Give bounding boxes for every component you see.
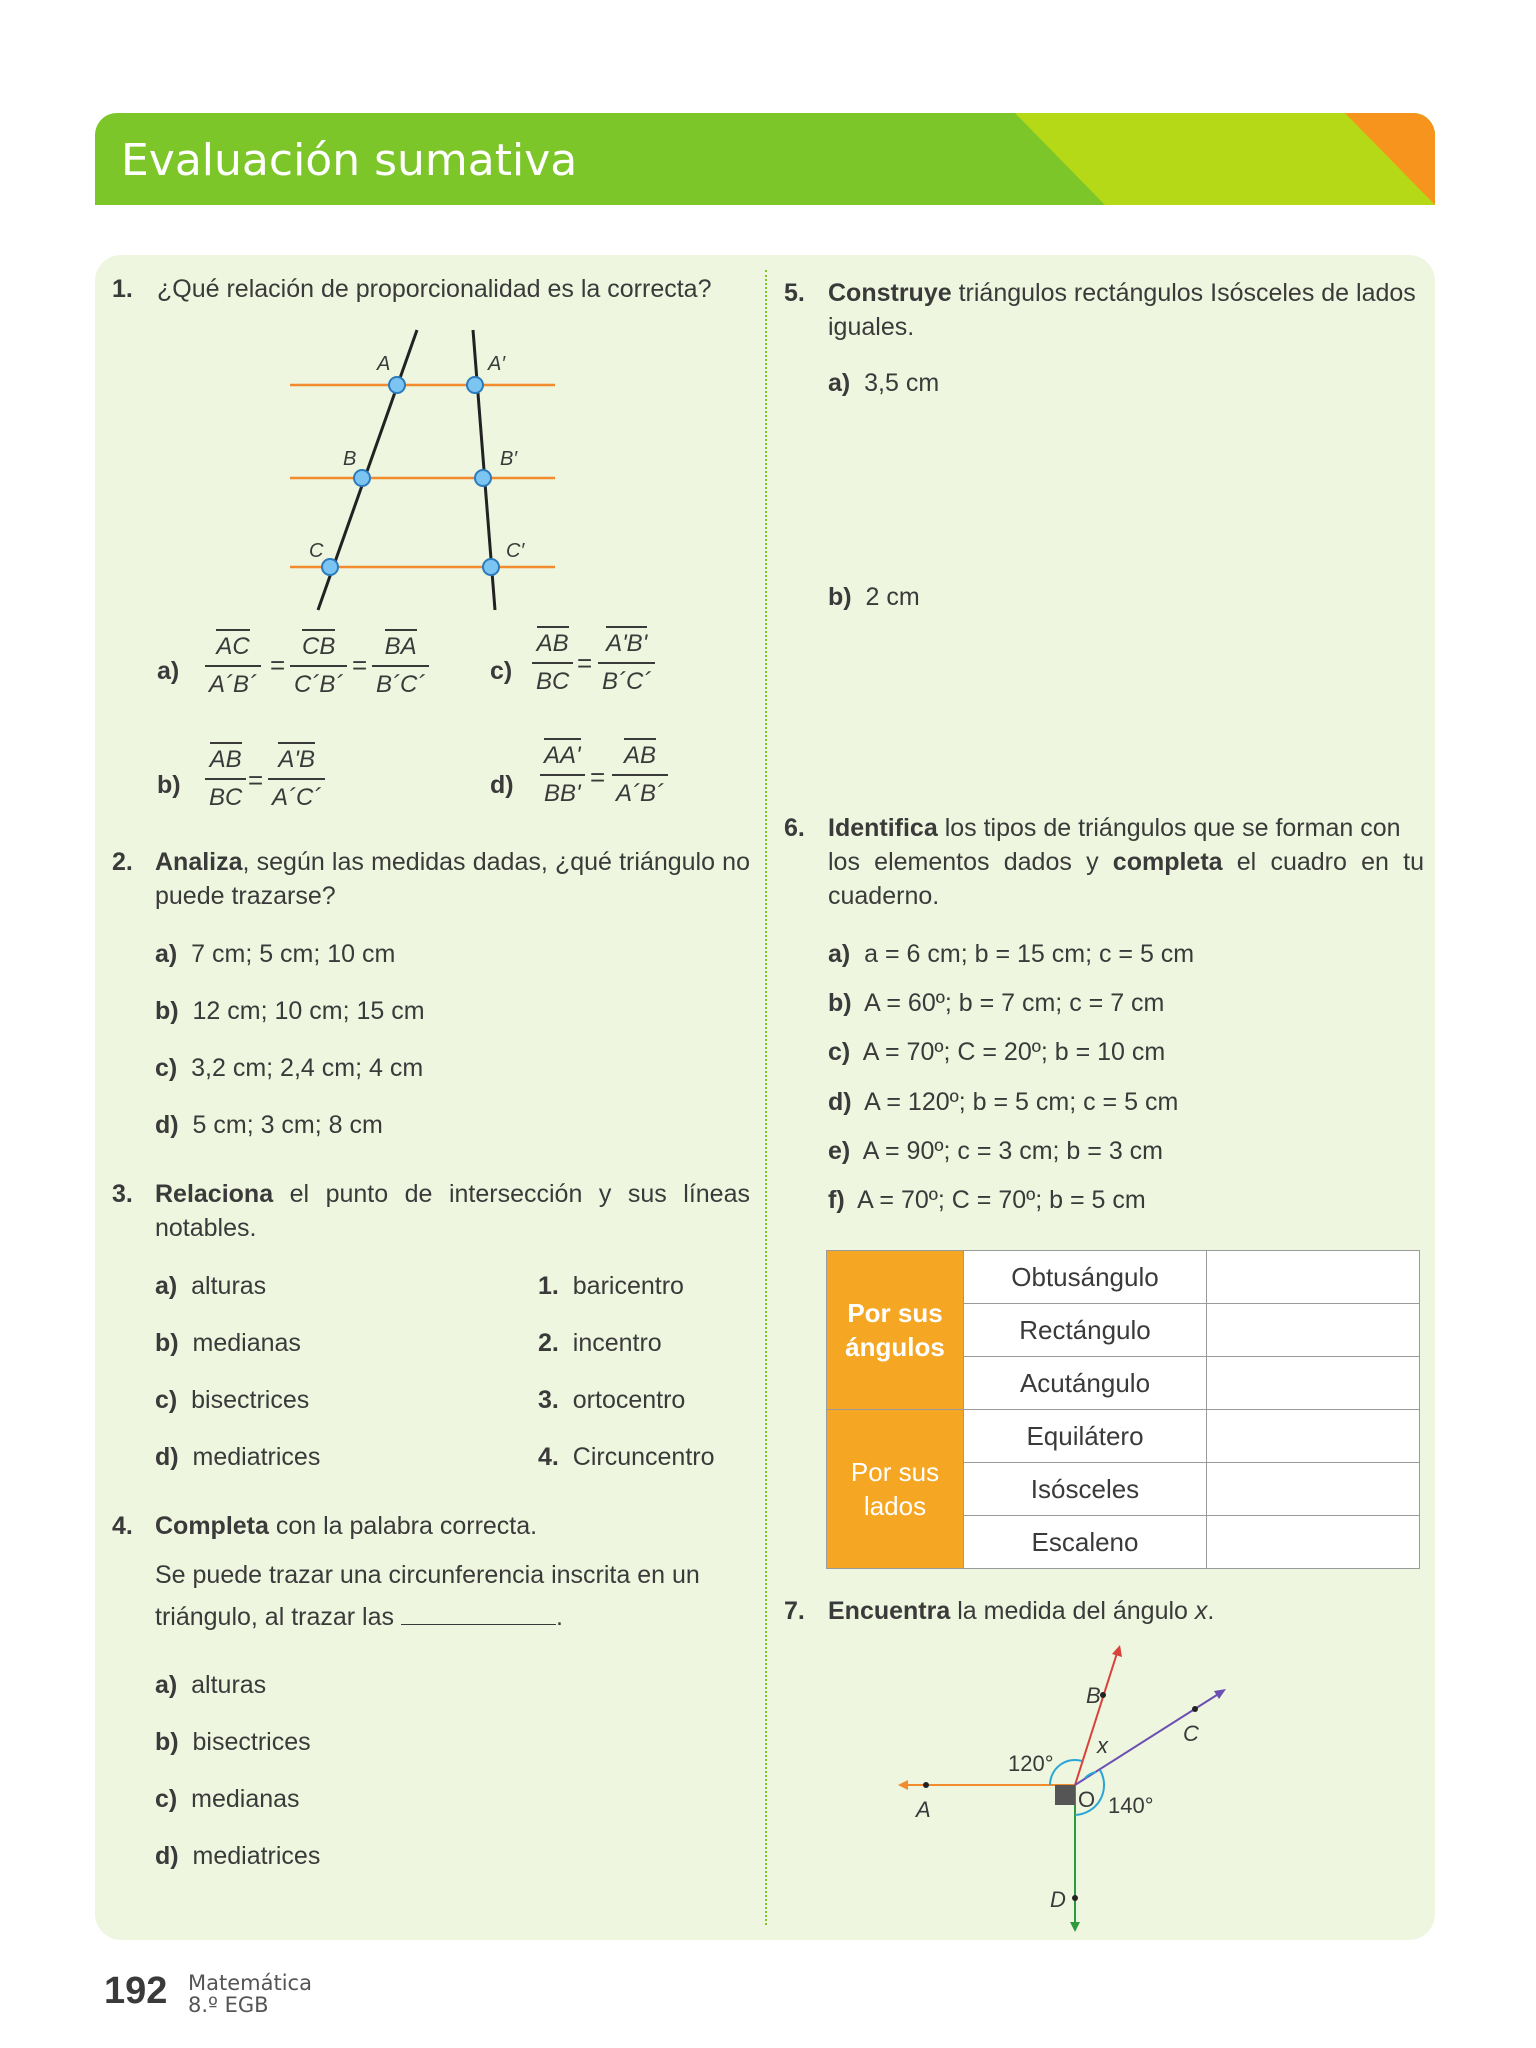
dua-subtitle: Acción y expresión: [1123, 50, 1362, 80]
q1-option-a-label: a): [157, 657, 180, 685]
q1-a-eq-1: =: [270, 650, 286, 680]
q5-text-1: Construye triángulos rectángulos Isósceles de lados: [828, 279, 1416, 307]
q5-option-a: a) 3,5 cm: [828, 369, 940, 397]
q6-option-b: b) A = 60º; b = 7 cm; c = 7 cm: [828, 989, 1165, 1017]
label-A-prime: A′: [488, 353, 506, 375]
q7-label-C: C: [1183, 1721, 1199, 1746]
q1-a-frac-2: $\frac{CB}{C´B´}$: [290, 633, 347, 699]
dua-title: DUA: [1210, 12, 1275, 45]
triangle-classification-table: [826, 1250, 1420, 1569]
q6-option-e: e) A = 90º; c = 3 cm; b = 3 cm: [828, 1137, 1163, 1165]
q6-option-d: d) A = 120º; b = 5 cm; c = 5 cm: [828, 1088, 1179, 1116]
q7-label-O: O: [1078, 1787, 1096, 1812]
q1-c-frac-2: $\frac{A'B'}{B´C´}$: [598, 630, 655, 696]
label-B-prime: B′: [500, 448, 518, 470]
q3-right-2: 2. incentro: [538, 1329, 662, 1357]
q6-text-1: Identifica los tipos de triángulos que se forman con: [828, 814, 1401, 842]
q1-d-frac-2: $\frac{AB}{A´B´}$: [612, 742, 668, 808]
q4-option-d: d) mediatrices: [155, 1842, 321, 1870]
q7-label-x: x: [1097, 1733, 1108, 1758]
table-row: [827, 1251, 1420, 1304]
table-cell-equilatero: Equilátero: [964, 1410, 1207, 1463]
q1-number: 1.: [112, 275, 133, 303]
q2-text: Analiza, según las medidas dadas, ¿qué triángulo no puede trazarse?: [155, 848, 750, 910]
table-cell-acutangulo: Acutángulo: [964, 1357, 1207, 1410]
column-divider: [765, 270, 767, 1925]
table-group-angles: Por sus ángulos: [827, 1251, 964, 1410]
q5-option-b: b) 2 cm: [828, 583, 920, 611]
table-answer-cell[interactable]: [1207, 1357, 1420, 1410]
q1-text: ¿Qué relación de proporcionalidad es la correcta?: [157, 275, 712, 303]
q3-right-4: 4. Circuncentro: [538, 1443, 715, 1471]
q6-text-3: cuaderno.: [828, 882, 940, 910]
page-header: [95, 113, 1435, 205]
table-cell-escaleno: Escaleno: [964, 1516, 1207, 1569]
table-answer-cell[interactable]: [1207, 1410, 1420, 1463]
q1-b-eq: =: [248, 765, 264, 795]
q4-sentence-1: Se puede trazar una circunferencia inscrita en un: [155, 1561, 700, 1589]
q4-number: 4.: [112, 1512, 133, 1540]
q2-option-a: a) 7 cm; 5 cm; 10 cm: [155, 940, 396, 968]
q2-option-b: b) 12 cm; 10 cm; 15 cm: [155, 997, 425, 1025]
q7-text: Encuentra la medida del ángulo x.: [828, 1597, 1215, 1625]
table-cell-rectangulo: Rectángulo: [964, 1304, 1207, 1357]
q3-right-3: 3. ortocentro: [538, 1386, 686, 1414]
q3-left-b: b) medianas: [155, 1329, 301, 1357]
q1-a-frac-1: $\frac{AC}{A´B´}$: [205, 633, 261, 699]
q2-number: 2.: [112, 848, 133, 876]
q7-label-D: D: [1050, 1887, 1066, 1912]
page-title: Evaluación sumativa: [121, 135, 578, 186]
q1-option-c-label: c): [490, 657, 513, 685]
q7-label-B: B: [1086, 1683, 1101, 1708]
q6-text-2: los elementos dados y completa el cuadro en tu: [828, 848, 1424, 876]
table-answer-cell[interactable]: [1207, 1304, 1420, 1357]
table-answer-cell[interactable]: [1207, 1251, 1420, 1304]
q1-d-frac-1: $\frac{AA'}{BB'}$: [540, 742, 585, 808]
q5-number: 5.: [784, 279, 805, 307]
q4-text: Completa con la palabra correcta.: [155, 1512, 538, 1540]
q1-a-frac-3: $\frac{BA}{B´C´}$: [372, 633, 429, 699]
q7-angle-120: 120°: [1008, 1751, 1054, 1776]
q4-sentence-2: triángulo, al trazar las .: [155, 1600, 563, 1634]
q6-option-f: f) A = 70º; C = 70º; b = 5 cm: [828, 1186, 1146, 1214]
table-group-sides: Por sus lados: [827, 1410, 964, 1569]
q2-option-c: c) 3,2 cm; 2,4 cm; 4 cm: [155, 1054, 424, 1082]
table-cell-obtusangulo: Obtusángulo: [964, 1251, 1207, 1304]
q1-d-eq: =: [590, 762, 606, 792]
q3-right-1: 1. baricentro: [538, 1272, 684, 1300]
label-B: B: [343, 448, 357, 470]
table-answer-cell[interactable]: [1207, 1463, 1420, 1516]
q1-c-eq: =: [577, 648, 593, 678]
q6-option-c: c) A = 70º; C = 20º; b = 10 cm: [828, 1038, 1166, 1066]
q3-left-c: c) bisectrices: [155, 1386, 310, 1414]
q1-option-b-label: b): [157, 771, 181, 799]
q6-number: 6.: [784, 814, 805, 842]
q7-label-A: A: [916, 1797, 931, 1822]
q7-number: 7.: [784, 1597, 805, 1625]
table-cell-isosceles: Isósceles: [964, 1463, 1207, 1516]
label-A: A: [377, 353, 391, 375]
q1-c-frac-1: $\frac{AB}{BC}$: [532, 630, 573, 696]
table-row: [827, 1410, 1420, 1463]
label-C-prime: C′: [506, 540, 525, 562]
label-C: C: [309, 540, 324, 562]
q6-option-a: a) a = 6 cm; b = 15 cm; c = 5 cm: [828, 940, 1195, 968]
q7-angle-figure: [890, 1645, 1240, 1935]
q3-left-d: d) mediatrices: [155, 1443, 321, 1471]
q1-parallel-lines-figure: [280, 325, 570, 625]
q3-number: 3.: [112, 1180, 133, 1208]
q3-text: Relaciona el punto de intersección y sus líneas notables.: [155, 1180, 750, 1242]
q7-angle-140: 140°: [1108, 1793, 1154, 1818]
q4-option-b: b) bisectrices: [155, 1728, 311, 1756]
q1-b-frac-1: $\frac{AB}{BC}$: [205, 746, 246, 812]
q1-a-eq-2: =: [352, 650, 368, 680]
q5-text-2: iguales.: [828, 313, 915, 341]
q4-option-a: a) alturas: [155, 1671, 267, 1699]
q4-option-c: c) medianas: [155, 1785, 300, 1813]
page-number: 192: [104, 1970, 168, 2012]
q1-b-frac-2: $\frac{A'B}{A´C´}$: [268, 746, 325, 812]
q4-blank[interactable]: [401, 1600, 556, 1625]
q3-left-a: a) alturas: [155, 1272, 267, 1300]
table-answer-cell[interactable]: [1207, 1516, 1420, 1569]
q1-option-d-label: d): [490, 771, 514, 799]
q2-option-d: d) 5 cm; 3 cm; 8 cm: [155, 1111, 383, 1139]
footer-subject: Matemática 8.º EGB: [188, 1971, 312, 2017]
